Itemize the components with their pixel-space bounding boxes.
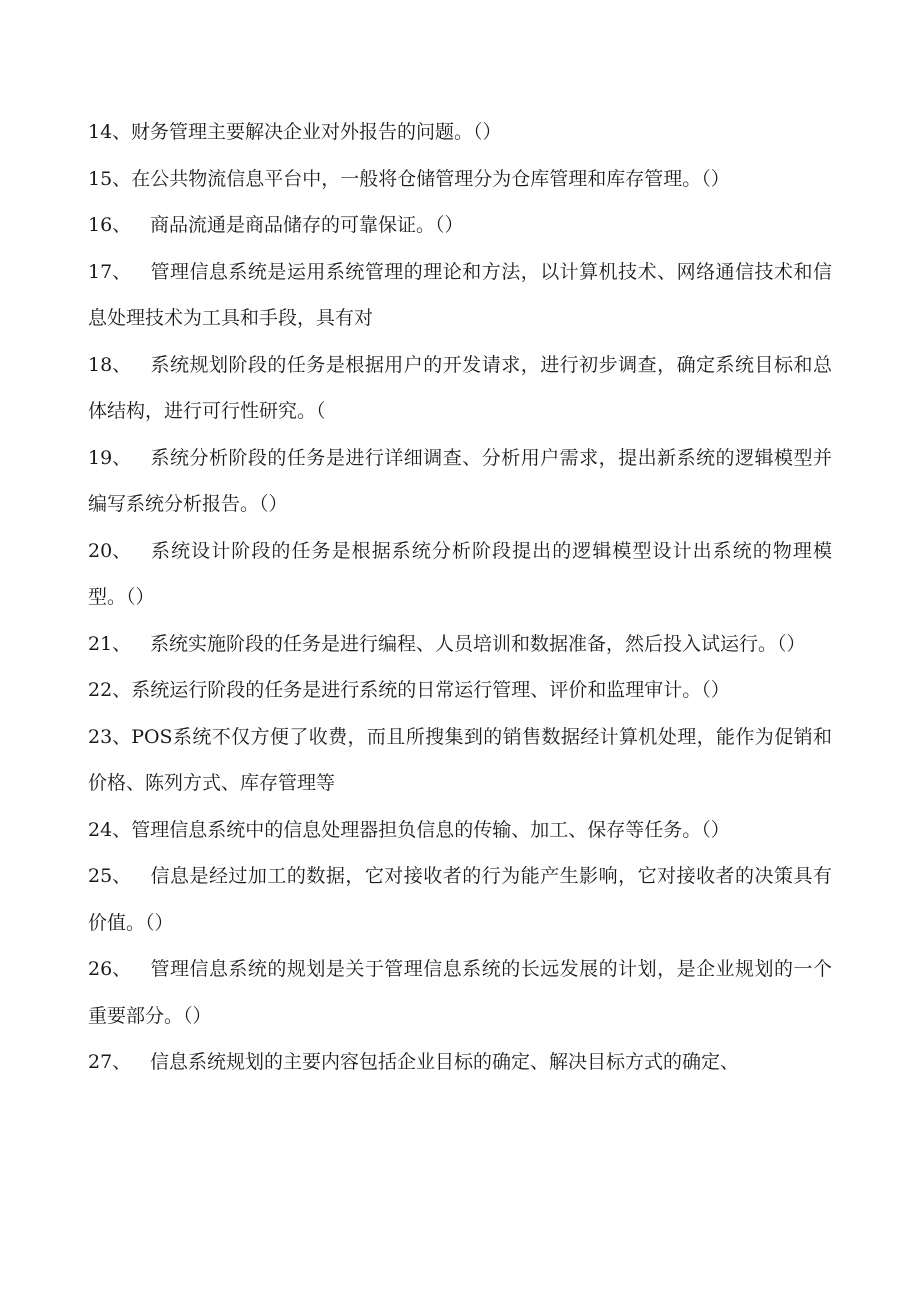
question-number: 23、 xyxy=(88,725,132,748)
question-text: 系统设计阶段的任务是根据系统分析阶段提出的逻辑模型设计出系统的物理模型。（） xyxy=(88,539,832,608)
question-number: 20、 xyxy=(88,539,132,562)
question-number: 15、 xyxy=(88,167,132,190)
question-number: 24、 xyxy=(88,818,132,841)
question-text: 系统分析阶段的任务是进行详细调查、分析用户需求，提出新系统的逻辑模型并编写系统分析报告。（） xyxy=(88,446,832,515)
question-item-26 xyxy=(88,946,832,1039)
question-item-27 xyxy=(88,1039,832,1086)
question-item-24 xyxy=(88,807,832,854)
question-text: 在公共物流信息平台中，一般将仓储管理分为仓库管理和库存管理。（） xyxy=(131,167,730,190)
question-item-22 xyxy=(88,667,832,714)
question-item-20 xyxy=(88,528,832,621)
question-number: 21、 xyxy=(88,632,132,655)
question-item-21 xyxy=(88,621,832,668)
question-item-18 xyxy=(88,342,832,435)
question-number: 25、 xyxy=(88,865,132,887)
question-number: 27、 xyxy=(88,1051,132,1073)
question-number: 17、 xyxy=(88,260,132,283)
question-item-15 xyxy=(88,156,832,203)
question-text: 信息系统规划的主要内容包括企业目标的确定、解决目标方式的确定、 xyxy=(150,1051,740,1073)
question-text: 商品流通是商品储存的可靠保证。（） xyxy=(150,214,464,236)
question-number: 16、 xyxy=(88,214,132,236)
question-number: 14、 xyxy=(88,121,132,143)
question-number: 22、 xyxy=(88,679,132,701)
question-number: 19、 xyxy=(88,446,132,469)
question-text: 信息是经过加工的数据，它对接收者的行为能产生影响，它对接收者的决策具有价值。（） xyxy=(88,865,832,934)
question-text: POS系统不仅方便了收费，而且所搜集到的销售数据经计算机处理，能作为促销和价格、陈列方式、库存管理等 xyxy=(88,725,832,794)
question-list xyxy=(88,109,832,1086)
question-text: 系统规划阶段的任务是根据用户的开发请求，进行初步调查，确定系统目标和总体结构，进行可行性研究。（ xyxy=(88,353,832,422)
question-number: 18、 xyxy=(88,353,132,376)
question-item-16 xyxy=(88,202,832,249)
question-item-25 xyxy=(88,853,832,946)
question-text: 管理信息系统的规划是关于管理信息系统的长远发展的计划，是企业规划的一个重要部分。（） xyxy=(88,958,832,1027)
question-number: 26、 xyxy=(88,958,132,980)
question-item-23 xyxy=(88,714,832,807)
question-text: 系统实施阶段的任务是进行编程、人员培训和数据准备，然后投入试运行。（） xyxy=(150,632,806,655)
question-text: 系统运行阶段的任务是进行系统的日常运行管理、评价和监理审计。（） xyxy=(131,679,730,701)
question-item-17 xyxy=(88,249,832,342)
question-text: 财务管理主要解决企业对外报告的问题。（） xyxy=(131,121,502,143)
question-item-19 xyxy=(88,435,832,528)
question-item-14 xyxy=(88,109,832,156)
question-text: 管理信息系统是运用系统管理的理论和方法，以计算机技术、网络通信技术和信息处理技术为工具和手段，具有对 xyxy=(88,260,832,329)
question-text: 管理信息系统中的信息处理器担负信息的传输、加工、保存等任务。（） xyxy=(131,818,730,841)
